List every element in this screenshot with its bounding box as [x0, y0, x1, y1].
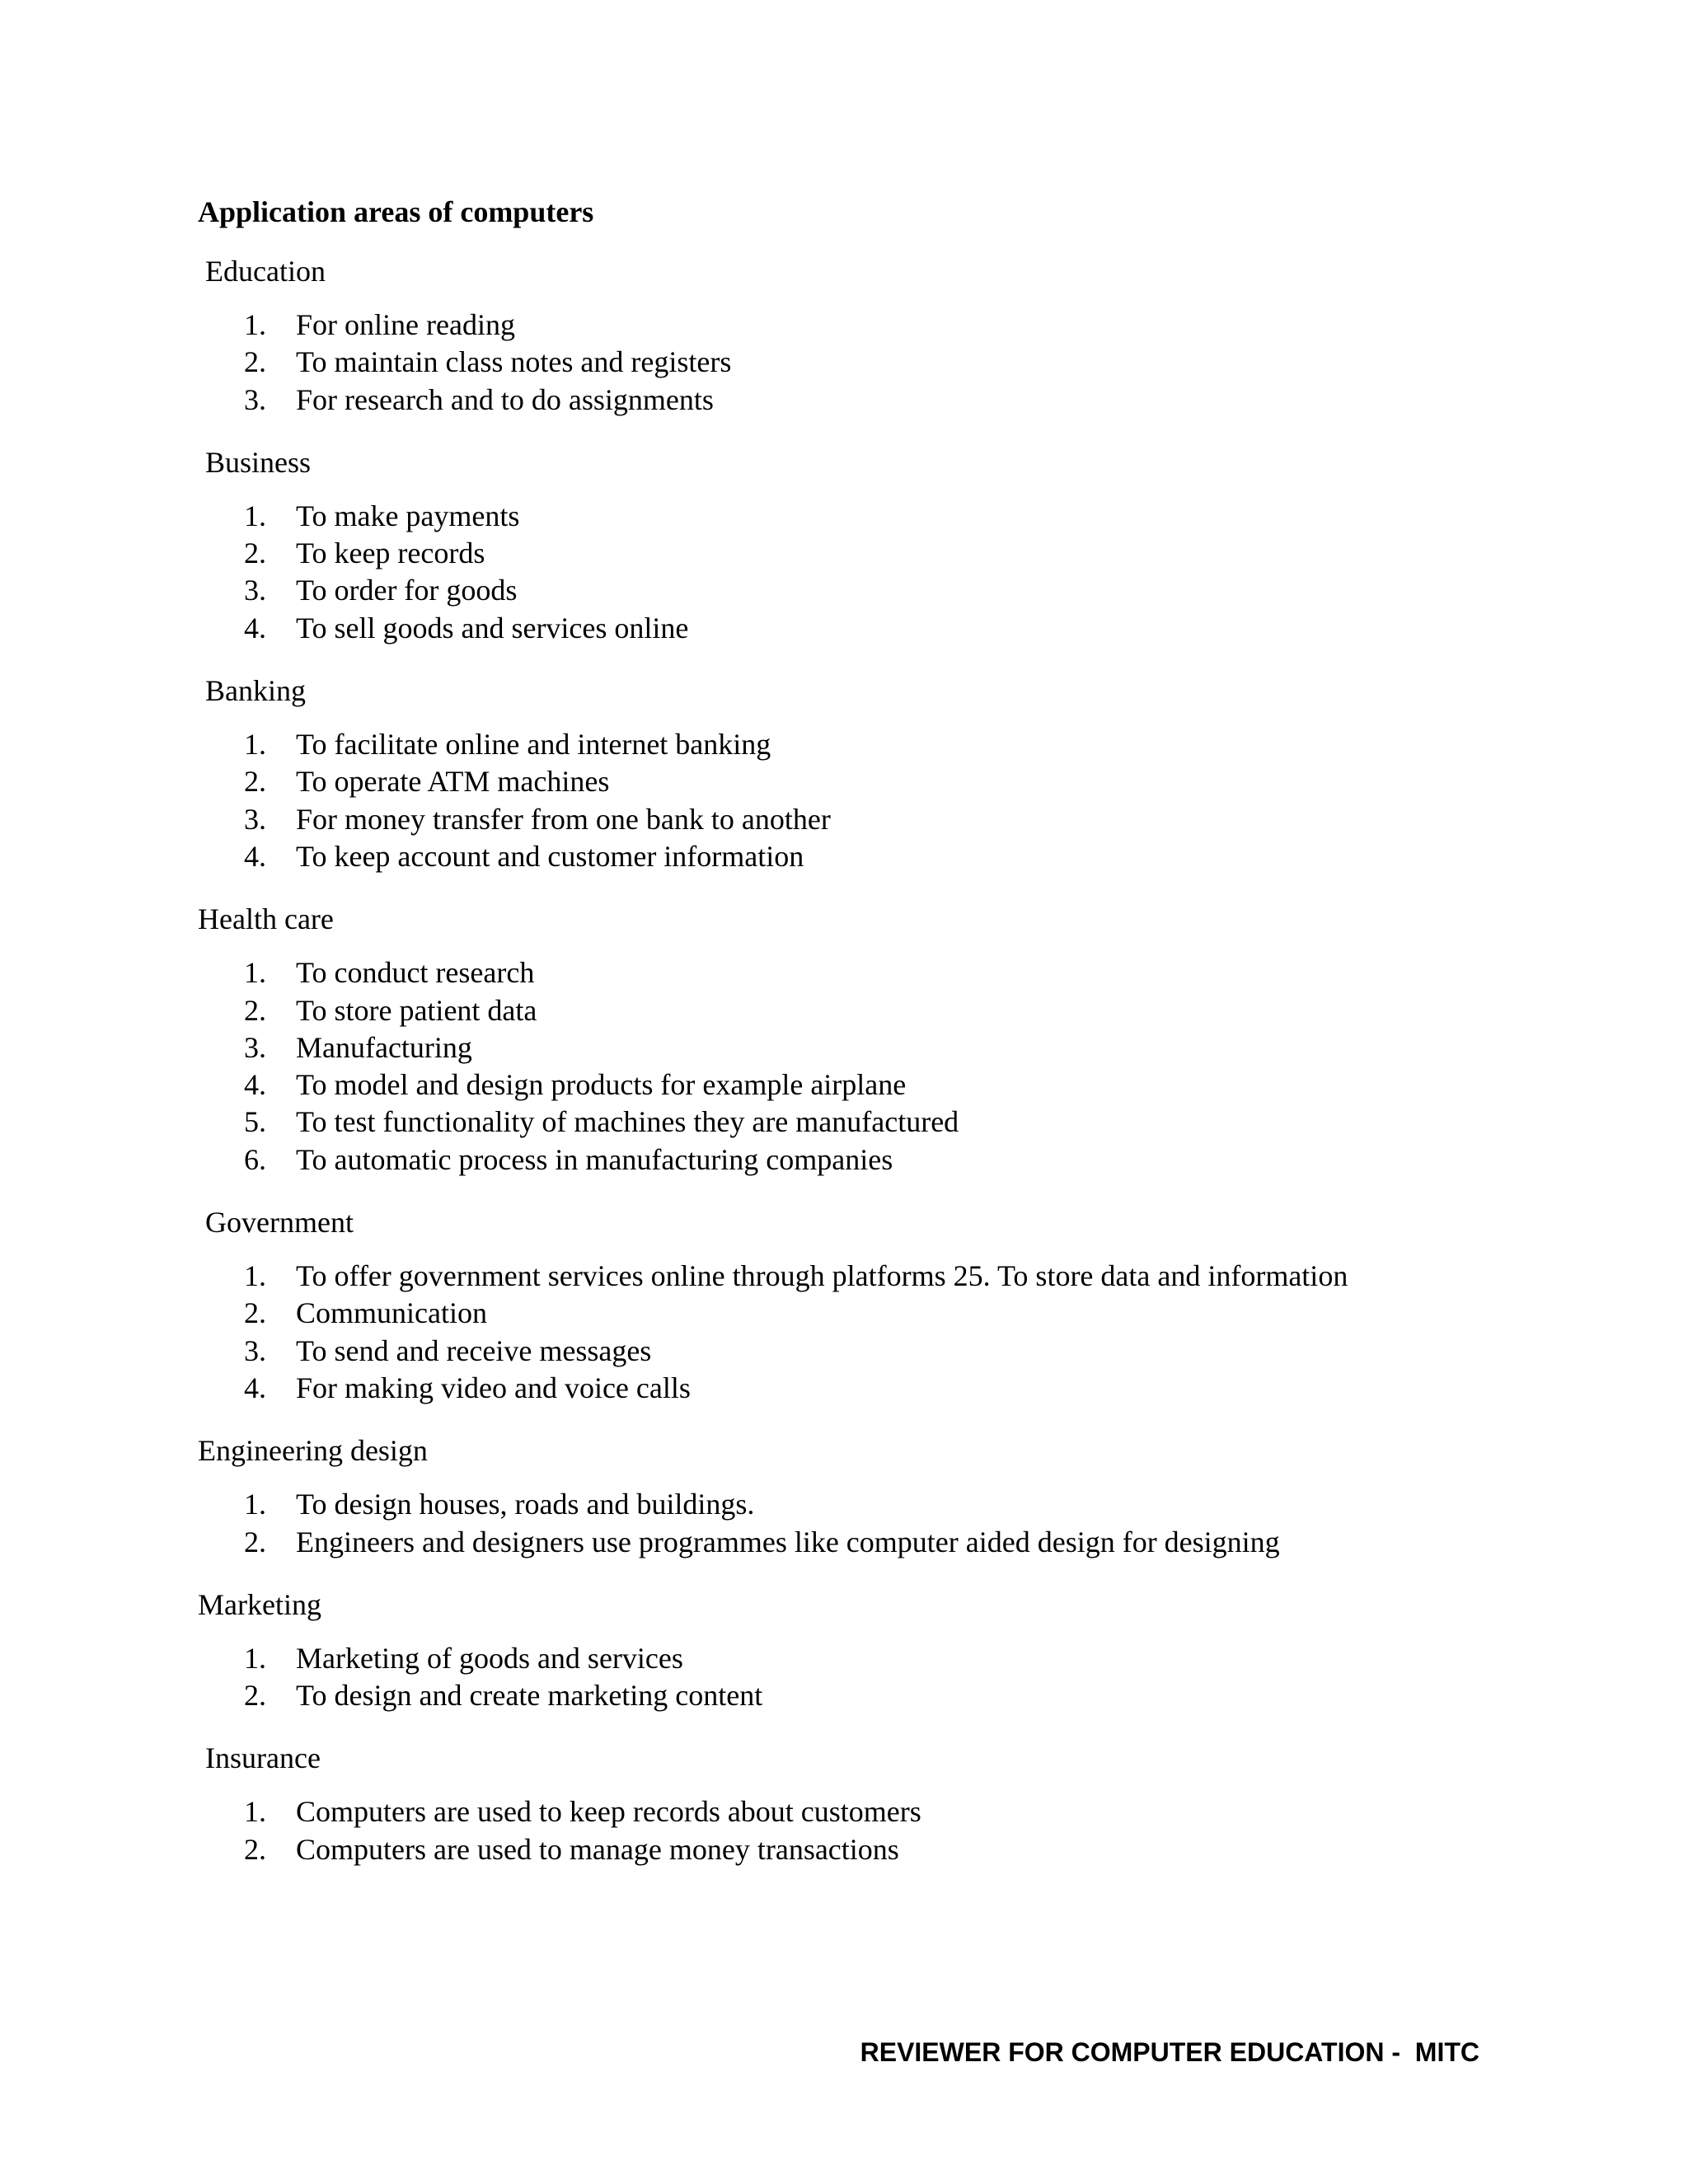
- list-item-number: 1.: [244, 1641, 266, 1675]
- list-item-text: Engineers and designers use programmes like computer aided design for designing: [296, 1525, 1280, 1558]
- list-item-number: 2.: [244, 1525, 266, 1558]
- list-item: [198, 535, 1533, 572]
- list-item-number: 2.: [244, 1679, 266, 1713]
- section-banking: [198, 667, 1533, 875]
- list-item-number: 1.: [244, 728, 266, 762]
- list-item-text: To keep records: [296, 537, 485, 570]
- section-heading: Engineering design: [198, 1434, 428, 1468]
- list-item-text: Marketing of goods and services: [296, 1641, 683, 1675]
- list-item: [198, 344, 1533, 381]
- section-insurance: [198, 1734, 1533, 1868]
- list-item: [198, 726, 1533, 763]
- list-item-number: 4.: [244, 1068, 266, 1102]
- list-item-number: 1.: [244, 308, 266, 341]
- list-item: [198, 992, 1533, 1029]
- page-footer: REVIEWER FOR COMPUTER EDUCATION - MITC: [860, 2037, 1479, 2067]
- list-item: [198, 572, 1533, 609]
- section-heading: Marketing: [198, 1587, 321, 1621]
- list-item-number: 2.: [244, 1832, 266, 1866]
- list-item-text: For research and to do assignments: [296, 382, 714, 416]
- list-item-number: 1.: [244, 499, 266, 532]
- list-item: [198, 954, 1533, 991]
- list-item-text: To design houses, roads and buildings.: [296, 1488, 755, 1521]
- list-item-number: 2.: [244, 345, 266, 379]
- list-item-number: 4.: [244, 611, 266, 644]
- section-heading: Health care: [198, 902, 334, 936]
- numbered-list: [198, 1640, 1533, 1715]
- section-heading: Government: [205, 1206, 354, 1240]
- section-health-care: [198, 895, 1533, 1179]
- list-item-text: To model and design products for example airplane: [296, 1068, 907, 1102]
- list-item: [198, 1370, 1533, 1407]
- list-item: [198, 498, 1533, 535]
- list-item: [198, 610, 1533, 647]
- page-title: Application areas of computers: [198, 195, 594, 228]
- section-heading: Banking: [205, 674, 306, 708]
- list-item-text: For making video and voice calls: [296, 1371, 691, 1404]
- section-heading: Business: [205, 445, 312, 479]
- list-item-text: To design and create marketing content: [296, 1679, 763, 1713]
- list-item: [198, 1141, 1533, 1179]
- list-item-number: 1.: [244, 1795, 266, 1829]
- list-item-number: 6.: [244, 1142, 266, 1176]
- section-business: [198, 438, 1533, 647]
- list-item: [198, 307, 1533, 344]
- list-item-text: To maintain class notes and registers: [296, 345, 732, 379]
- list-item-text: To offer government services online through platforms 25. To store data and information: [296, 1259, 1348, 1293]
- list-item: [198, 801, 1533, 838]
- list-item-number: 3.: [244, 382, 266, 416]
- document-body: [198, 188, 1533, 1888]
- section-marketing: [198, 1581, 1533, 1715]
- numbered-list: [198, 1258, 1533, 1407]
- list-item-number: 3.: [244, 1333, 266, 1367]
- numbered-list: [198, 1793, 1533, 1868]
- list-item-number: 2.: [244, 537, 266, 570]
- list-item-text: To test functionality of machines they are manufactured: [296, 1105, 959, 1139]
- list-item: [198, 1793, 1533, 1830]
- list-item-number: 5.: [244, 1105, 266, 1139]
- numbered-list: [198, 307, 1533, 419]
- section-government: [198, 1198, 1533, 1407]
- list-item: [198, 1524, 1533, 1561]
- list-item-text: To send and receive messages: [296, 1333, 652, 1367]
- list-item-text: To make payments: [296, 499, 520, 532]
- list-item-text: To keep account and customer information: [296, 839, 804, 873]
- section-heading: Education: [205, 255, 326, 288]
- list-item-text: To store patient data: [296, 993, 537, 1027]
- list-item-text: To order for goods: [296, 574, 518, 607]
- list-item-number: 1.: [244, 1488, 266, 1521]
- list-item: [198, 382, 1533, 419]
- numbered-list: [198, 1486, 1533, 1561]
- list-item-number: 2.: [244, 993, 266, 1027]
- list-item-text: To facilitate online and internet banking: [296, 728, 771, 762]
- list-item: [198, 1486, 1533, 1523]
- numbered-list: [198, 726, 1533, 875]
- list-item: [198, 1640, 1533, 1677]
- section-engineering-design: [198, 1427, 1533, 1561]
- section-heading: Insurance: [205, 1741, 321, 1775]
- list-item-text: Computers are used to keep records about customers: [296, 1795, 921, 1829]
- list-item-text: For money transfer from one bank to another: [296, 802, 831, 836]
- list-item: [198, 1029, 1533, 1066]
- list-item-text: For online reading: [296, 308, 515, 341]
- list-item: [198, 1104, 1533, 1141]
- list-item-text: Manufacturing: [296, 1030, 472, 1064]
- list-item-text: To sell goods and services online: [296, 611, 689, 644]
- section-education: [198, 247, 1533, 419]
- list-item: [198, 1066, 1533, 1104]
- list-item-text: Computers are used to manage money transactions: [296, 1832, 899, 1866]
- list-item-number: 4.: [244, 839, 266, 873]
- list-item-text: To automatic process in manufacturing companies: [296, 1142, 893, 1176]
- list-item-number: 3.: [244, 802, 266, 836]
- list-item: [198, 1831, 1533, 1868]
- numbered-list: [198, 954, 1533, 1179]
- list-item-number: 2.: [244, 1296, 266, 1330]
- list-item: [198, 1258, 1533, 1295]
- list-item-text: To conduct research: [296, 956, 535, 990]
- list-item-number: 3.: [244, 574, 266, 607]
- list-item-text: Communication: [296, 1296, 487, 1330]
- list-item-number: 3.: [244, 1030, 266, 1064]
- list-item: [198, 1295, 1533, 1332]
- list-item: [198, 1677, 1533, 1714]
- list-item-text: To operate ATM machines: [296, 765, 610, 799]
- list-item-number: 1.: [244, 956, 266, 990]
- list-item: [198, 1333, 1533, 1370]
- numbered-list: [198, 498, 1533, 647]
- list-item: [198, 838, 1533, 875]
- list-item: [198, 763, 1533, 800]
- list-item-number: 4.: [244, 1371, 266, 1404]
- list-item-number: 2.: [244, 765, 266, 799]
- list-item-number: 1.: [244, 1259, 266, 1293]
